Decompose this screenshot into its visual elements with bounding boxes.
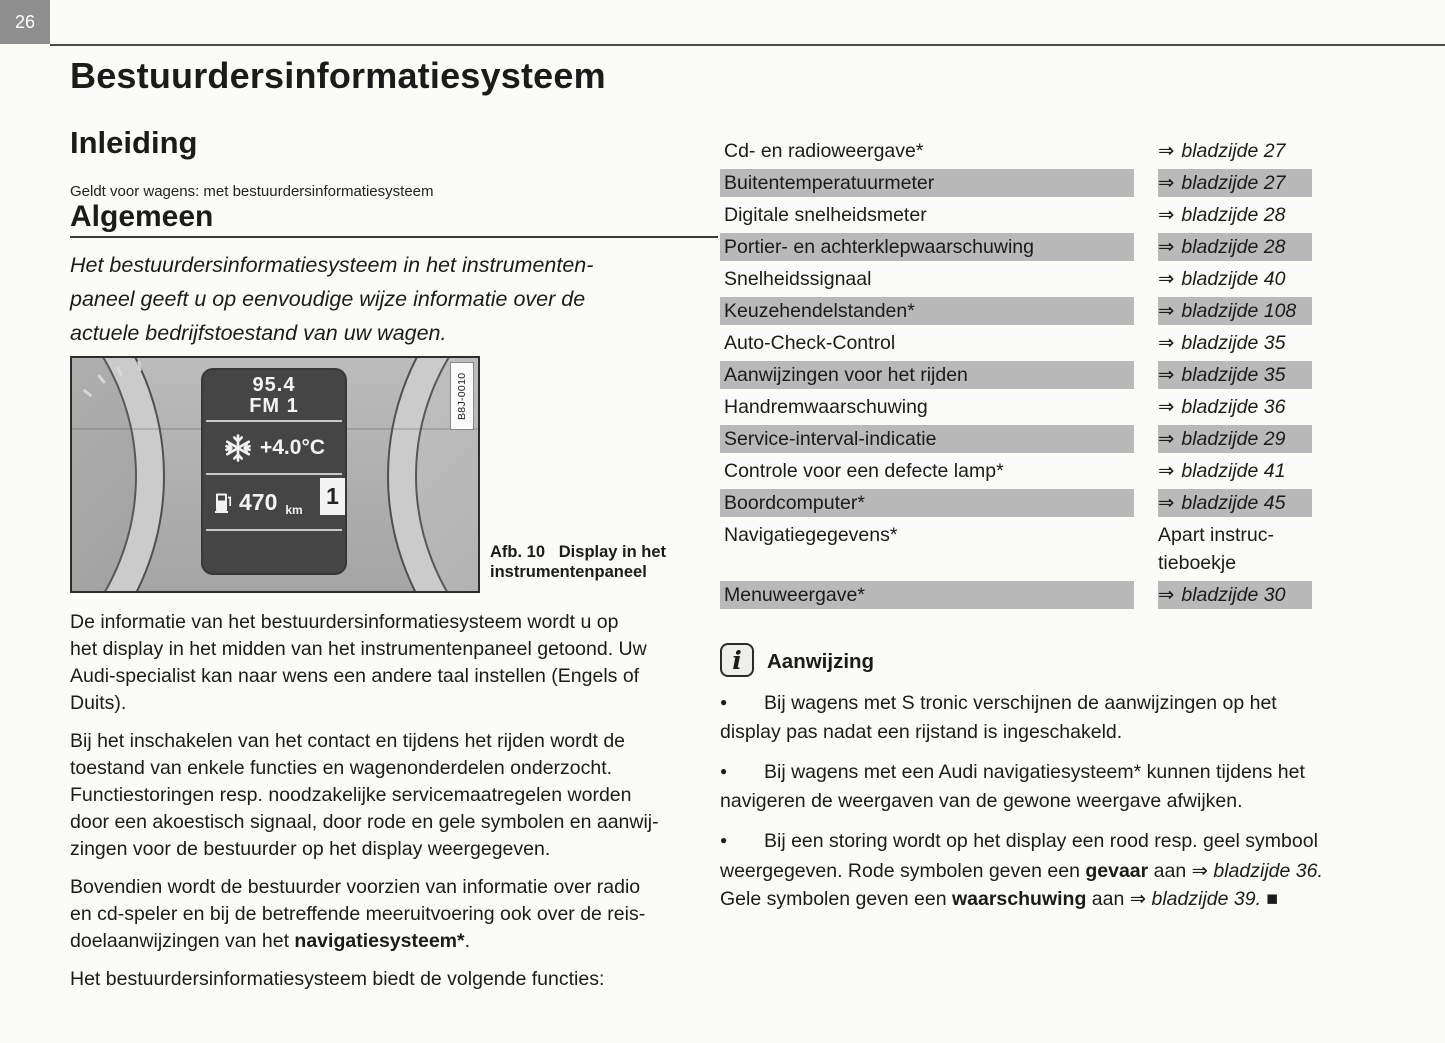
gauge-tick	[137, 361, 142, 371]
text-line: zingen voor de bestuurder op het display weergegeven.	[70, 838, 551, 860]
note-bullet	[720, 828, 1328, 913]
fuel-pump-icon	[215, 491, 232, 513]
bullet-icon: ●	[720, 764, 728, 778]
table-gap	[1134, 233, 1158, 261]
table-gap	[1134, 265, 1158, 293]
text-line: Duits).	[70, 692, 127, 714]
text-segment: bladzijde 36.	[1213, 860, 1323, 882]
page-reference	[1158, 393, 1312, 421]
body-paragraph	[70, 966, 718, 993]
function-label: Aanwijzingen voor het rijden	[720, 361, 1134, 389]
text-line: Bij het inschakelen van het contact en tijdens het rijden wordt de	[70, 730, 626, 752]
page-reference-text: bladzijde 35	[1181, 364, 1286, 386]
table-gap	[1134, 425, 1158, 453]
function-table	[720, 137, 1328, 609]
instrument-cluster-figure	[70, 356, 718, 593]
page-reference	[1158, 233, 1312, 261]
image-code-label: B8J-0010	[450, 362, 474, 430]
table-row	[720, 297, 1328, 325]
temperature-row	[203, 422, 345, 473]
radio-frequency: 95.4	[252, 374, 296, 396]
table-row	[720, 393, 1328, 421]
page-reference-text: bladzijde 27	[1181, 140, 1286, 162]
arrow-icon: ⇒	[1158, 203, 1175, 226]
text-line: Het bestuurdersinformatiesysteem biedt de volgende functies:	[70, 968, 605, 990]
text-line	[720, 885, 1328, 913]
left-column	[70, 56, 718, 993]
header-rule	[50, 44, 1445, 46]
table-gap	[1134, 361, 1158, 389]
text-line: ● Bij een storing wordt op het display een rood resp. geel symbool	[720, 828, 1328, 857]
note-bullet	[720, 759, 1328, 815]
text-segment: doelaanwijzingen van het	[70, 930, 295, 952]
page-reference	[1158, 169, 1312, 197]
function-label: Keuzehendelstanden*	[720, 297, 1134, 325]
arrow-icon: ⇒	[1158, 235, 1175, 258]
table-row	[720, 233, 1328, 261]
text-line	[70, 928, 718, 955]
page-title: Bestuurdersinformatiesysteem	[70, 55, 606, 96]
page-reference	[1158, 457, 1312, 485]
driver-info-display	[203, 370, 345, 573]
table-gap	[1134, 329, 1158, 357]
page-reference-text: bladzijde 29	[1181, 428, 1286, 450]
text-segment: .	[464, 930, 471, 952]
page-number-tab	[0, 0, 50, 44]
table-row	[720, 361, 1328, 389]
table-row	[720, 489, 1328, 517]
function-label: Handremwaarschuwing	[724, 396, 928, 418]
table-row	[720, 581, 1328, 609]
text-line: en cd-speler en bij de betreffende meeruitvoering ook over de reis-	[70, 903, 646, 925]
table-gap	[1134, 457, 1158, 485]
range-unit: km	[285, 503, 303, 517]
range-value: 470	[239, 488, 278, 515]
page-reference	[1158, 489, 1312, 517]
page-reference-text: Apart instruc-tieboekje	[1158, 524, 1274, 574]
note-bullet	[720, 690, 1328, 746]
page-reference	[1158, 201, 1312, 229]
text-line: Functiestoringen resp. noodzakelijke servicemaatregelen worden	[70, 784, 632, 806]
gear-indicator: 1	[320, 478, 345, 515]
display-separator	[206, 529, 342, 531]
arrow-icon: ⇒	[1158, 299, 1175, 322]
page-reference	[1158, 297, 1312, 325]
text-line: paneel geeft u op eenvoudige wijze informatie over de	[70, 287, 586, 311]
text-segment: Gele symbolen geven een	[720, 888, 952, 910]
section-heading-inleiding: Inleiding	[70, 125, 198, 160]
info-icon-glyph: i	[732, 645, 742, 675]
table-gap	[1134, 137, 1158, 165]
text-line	[720, 857, 1328, 885]
text-segment: weergegeven. Rode symbolen geven een	[720, 860, 1086, 882]
outside-temperature: +4.0°C	[259, 435, 326, 459]
arrow-icon: ⇒	[1158, 331, 1175, 354]
text-line: ● Bij wagens met een Audi navigatiesysteem* kunnen tijdens het	[720, 759, 1328, 788]
text-segment: aan	[1148, 860, 1192, 882]
note-section	[720, 643, 1328, 913]
instrument-cluster-photo	[70, 356, 480, 593]
table-row	[720, 201, 1328, 229]
subsection-heading-algemeen: Algemeen	[70, 204, 718, 238]
table-gap	[1134, 201, 1158, 229]
page-number: 26	[14, 11, 36, 32]
function-label: Portier- en achterklepwaarschuwing	[720, 233, 1134, 261]
table-row	[720, 265, 1328, 293]
body-paragraph	[70, 874, 718, 955]
page-reference	[1158, 137, 1312, 165]
page-reference-text: bladzijde 28	[1181, 236, 1286, 258]
radio-band: FM 1	[249, 395, 299, 417]
function-label: Cd- en radioweergave*	[724, 140, 924, 162]
radio-row	[203, 372, 345, 420]
note-header	[720, 643, 1328, 677]
function-label: Snelheidssignaal	[724, 268, 872, 290]
function-label: Auto-Check-Control	[724, 332, 896, 354]
text-line: Afb. 10 Display in het	[490, 543, 667, 561]
page-reference-text: bladzijde 27	[1181, 172, 1286, 194]
arrow-icon: ⇒	[1158, 363, 1175, 386]
table-row	[720, 137, 1328, 165]
page-reference-text: bladzijde 30	[1181, 584, 1286, 606]
text-line: door een akoestisch signaal, door rode en gele symbolen en aanwij-	[70, 811, 659, 833]
page-reference-text: bladzijde 45	[1181, 492, 1286, 514]
page-reference	[1158, 581, 1312, 609]
page-reference	[1158, 425, 1312, 453]
page-reference	[1158, 329, 1312, 357]
bullet-icon: ●	[720, 833, 728, 847]
text-line: De informatie van het bestuurdersinformatiesysteem wordt u op	[70, 611, 619, 633]
page-reference-text: bladzijde 36	[1181, 396, 1286, 418]
body-paragraph	[70, 728, 718, 863]
page-reference	[1158, 265, 1312, 293]
function-label: Navigatiegegevens*	[724, 524, 898, 546]
table-row	[720, 457, 1328, 485]
table-row	[720, 329, 1328, 357]
arrow-icon: ⇒	[1158, 491, 1175, 514]
arrow-icon: ⇒	[1158, 427, 1175, 450]
function-label: Boordcomputer*	[720, 489, 1134, 517]
arrow-icon: ⇒	[1191, 859, 1208, 882]
info-icon	[720, 643, 754, 677]
bullet-icon: ●	[720, 695, 728, 709]
table-gap	[1134, 489, 1158, 517]
text-line: instrumentenpaneel	[490, 563, 647, 581]
text-line: toestand van enkele functies en wagenonderdelen onderzocht.	[70, 757, 613, 779]
table-gap	[1134, 521, 1158, 577]
function-label: Digitale snelheidsmeter	[724, 204, 927, 226]
table-row	[720, 169, 1328, 197]
page-reference-text: bladzijde 41	[1181, 460, 1286, 482]
arrow-icon: ⇒	[1158, 459, 1175, 482]
page-reference-text: bladzijde 28	[1181, 204, 1286, 226]
function-label: Service-interval-indicatie	[720, 425, 1134, 453]
page-reference-text: bladzijde 35	[1181, 332, 1286, 354]
text-segment: aan	[1086, 888, 1130, 910]
function-label: Menuweergave*	[720, 581, 1134, 609]
text-line: Audi-specialist kan naar wens een andere taal instellen (Engels of	[70, 665, 640, 687]
page-reference-text: bladzijde 108	[1181, 300, 1297, 322]
figure-caption	[490, 542, 700, 582]
text-segment: bladzijde 39.	[1151, 888, 1261, 910]
table-gap	[1134, 297, 1158, 325]
page-reference	[1158, 361, 1312, 389]
table-row	[720, 425, 1328, 453]
snowflake-icon	[223, 433, 253, 463]
function-label: Controle voor een defecte lamp*	[724, 460, 1004, 482]
text-line: ● Bij wagens met S tronic verschijnen de aanwijzingen op het	[720, 690, 1328, 719]
arrow-icon: ⇒	[1129, 887, 1147, 910]
text-segment: waarschuwing	[951, 888, 1087, 910]
text-line: actuele bedrijfstoestand van uw wagen.	[70, 321, 447, 345]
text-line: navigeren de weergaven van de gewone weergave afwijken.	[720, 790, 1243, 812]
applies-to-text: Geldt voor wagens: met bestuurdersinformatiesysteem	[70, 183, 434, 200]
lead-paragraph	[70, 248, 718, 350]
page-reference-text: bladzijde 40	[1181, 268, 1286, 290]
table-gap	[1134, 169, 1158, 197]
note-heading: Aanwijzing	[767, 650, 875, 673]
arrow-icon: ⇒	[1158, 583, 1175, 606]
body-text	[70, 609, 718, 993]
right-column	[720, 137, 1328, 913]
table-row	[720, 521, 1328, 577]
text-line: Bovendien wordt de bestuurder voorzien van informatie over radio	[70, 876, 641, 898]
arrow-icon: ⇒	[1158, 267, 1175, 290]
text-segment: navigatiesysteem*	[294, 930, 465, 952]
table-gap	[1134, 393, 1158, 421]
text-line: het display in het midden van het instrumentenpaneel getoond. Uw	[70, 638, 647, 660]
text-line: display pas nadat een rijstand is ingeschakeld.	[720, 721, 1123, 743]
arrow-icon: ⇒	[1158, 395, 1175, 418]
function-label: Buitentemperatuurmeter	[720, 169, 1134, 197]
body-paragraph	[70, 609, 718, 717]
page-reference	[1158, 521, 1312, 577]
text-segment: ■	[1261, 888, 1279, 910]
arrow-icon: ⇒	[1158, 171, 1175, 194]
text-segment: gevaar	[1085, 860, 1149, 882]
table-gap	[1134, 581, 1158, 609]
arrow-icon: ⇒	[1158, 139, 1175, 162]
text-line: Het bestuurdersinformatiesysteem in het instrumenten-	[70, 253, 594, 277]
